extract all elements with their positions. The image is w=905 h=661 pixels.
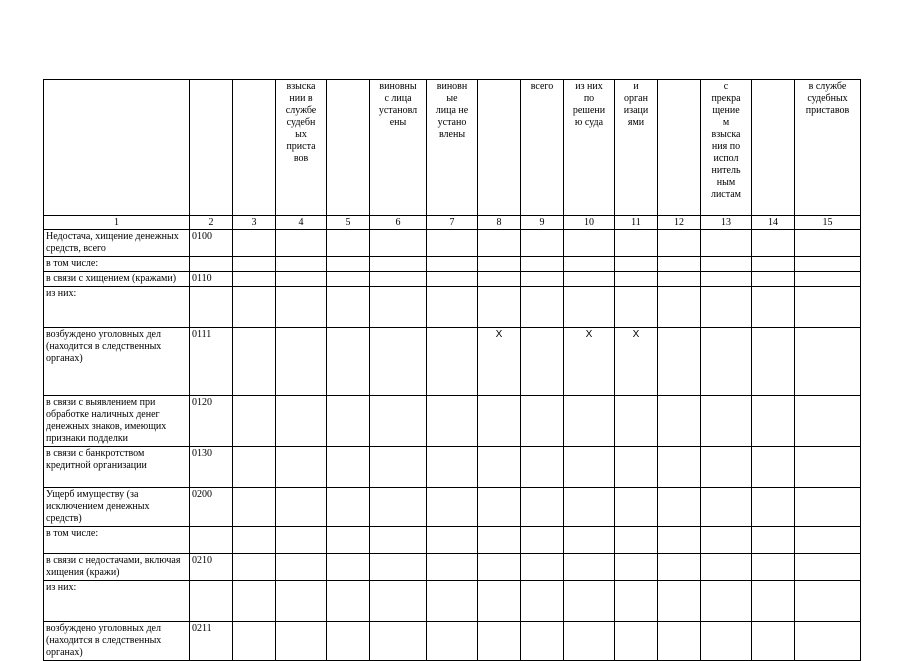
value-cell[interactable] [427, 581, 478, 622]
value-cell[interactable] [233, 287, 276, 328]
row-code: 0110 [190, 272, 233, 287]
column-header: виновны с лица установл ены [370, 80, 427, 216]
value-cell[interactable] [701, 272, 752, 287]
value-cell[interactable] [701, 287, 752, 328]
column-header [327, 80, 370, 216]
row-code [190, 527, 233, 554]
column-header [190, 80, 233, 216]
value-cell[interactable] [658, 447, 701, 488]
column-header [752, 80, 795, 216]
value-cell[interactable] [327, 488, 370, 527]
value-cell[interactable] [327, 527, 370, 554]
value-cell[interactable] [564, 527, 615, 554]
value-cell[interactable] [276, 272, 327, 287]
value-cell[interactable] [564, 488, 615, 527]
value-cell[interactable] [327, 230, 370, 257]
value-cell[interactable] [615, 488, 658, 527]
value-cell[interactable] [564, 272, 615, 287]
value-cell[interactable] [233, 488, 276, 527]
value-cell[interactable] [564, 287, 615, 328]
value-cell[interactable]: X [478, 328, 521, 396]
table-row [44, 287, 861, 328]
column-header [44, 80, 190, 216]
value-cell[interactable] [615, 272, 658, 287]
value-cell[interactable] [370, 622, 427, 661]
column-header: и орган изаци ями [615, 80, 658, 216]
column-number: 13 [701, 216, 752, 230]
column-number: 15 [795, 216, 861, 230]
value-cell[interactable] [427, 447, 478, 488]
value-cell[interactable] [276, 328, 327, 396]
value-cell[interactable] [427, 622, 478, 661]
value-cell[interactable] [752, 488, 795, 527]
value-cell[interactable] [478, 527, 521, 554]
value-cell[interactable] [521, 554, 564, 581]
value-cell[interactable] [427, 230, 478, 257]
value-cell[interactable] [276, 396, 327, 447]
value-cell[interactable] [521, 581, 564, 622]
value-cell[interactable]: X [564, 328, 615, 396]
value-cell[interactable] [521, 488, 564, 527]
value-cell[interactable] [795, 287, 861, 328]
value-cell[interactable] [233, 447, 276, 488]
value-cell[interactable] [478, 488, 521, 527]
row-label: в том числе: [44, 527, 190, 554]
value-cell[interactable] [701, 527, 752, 554]
value-cell[interactable] [276, 230, 327, 257]
column-header: всего [521, 80, 564, 216]
value-cell[interactable] [564, 257, 615, 272]
row-label: в связи с хищением (кражами) [44, 272, 190, 287]
column-header: виновн ые лица не устано влены [427, 80, 478, 216]
table-row [44, 581, 861, 622]
row-code: 0210 [190, 554, 233, 581]
row-code [190, 581, 233, 622]
value-cell[interactable] [564, 554, 615, 581]
value-cell[interactable] [752, 622, 795, 661]
value-cell[interactable] [658, 488, 701, 527]
value-cell[interactable] [427, 488, 478, 527]
value-cell[interactable] [658, 396, 701, 447]
column-number: 2 [190, 216, 233, 230]
row-code: 0130 [190, 447, 233, 488]
value-cell[interactable] [276, 622, 327, 661]
row-code [190, 257, 233, 272]
value-cell[interactable] [233, 622, 276, 661]
value-cell[interactable] [327, 272, 370, 287]
value-cell[interactable] [370, 230, 427, 257]
column-number: 14 [752, 216, 795, 230]
row-label: в связи с выявлением при обработке наличных денег денежных знаков, имеющих признаки подделки [44, 396, 190, 447]
value-cell[interactable] [752, 257, 795, 272]
value-cell[interactable] [615, 230, 658, 257]
value-cell[interactable] [478, 396, 521, 447]
value-cell[interactable] [327, 447, 370, 488]
value-cell[interactable] [701, 581, 752, 622]
value-cell[interactable] [327, 622, 370, 661]
row-code: 0211 [190, 622, 233, 661]
column-header [233, 80, 276, 216]
row-label: Недостача, хищение денежных средств, всего [44, 230, 190, 257]
value-cell[interactable] [615, 257, 658, 272]
value-cell[interactable] [233, 554, 276, 581]
value-cell[interactable] [427, 328, 478, 396]
row-code [190, 287, 233, 328]
value-cell[interactable] [752, 328, 795, 396]
row-label: Ущерб имуществу (за исключением денежных средств) [44, 488, 190, 527]
value-cell[interactable] [564, 396, 615, 447]
row-label: из них: [44, 581, 190, 622]
header-row [44, 80, 861, 216]
column-header: в службе судебных приставов [795, 80, 861, 216]
value-cell[interactable] [795, 447, 861, 488]
column-number: 12 [658, 216, 701, 230]
table-row [44, 554, 861, 581]
value-cell[interactable] [564, 581, 615, 622]
value-cell[interactable] [521, 622, 564, 661]
column-header [478, 80, 521, 216]
value-cell[interactable] [427, 396, 478, 447]
value-cell[interactable] [478, 230, 521, 257]
table-row [44, 257, 861, 272]
row-code: 0111 [190, 328, 233, 396]
value-cell[interactable] [701, 230, 752, 257]
value-cell[interactable] [370, 328, 427, 396]
value-cell[interactable] [478, 447, 521, 488]
value-cell[interactable] [752, 554, 795, 581]
value-cell[interactable] [701, 396, 752, 447]
value-cell[interactable] [564, 622, 615, 661]
value-cell[interactable] [370, 581, 427, 622]
value-cell[interactable] [701, 488, 752, 527]
row-label: в связи с недостачами, включая хищения (кражи) [44, 554, 190, 581]
row-code: 0120 [190, 396, 233, 447]
value-cell[interactable] [795, 488, 861, 527]
value-cell[interactable] [233, 230, 276, 257]
value-cell[interactable] [370, 527, 427, 554]
column-header: взыска нии в службе судебн ых приста вов [276, 80, 327, 216]
value-cell[interactable] [427, 287, 478, 328]
value-cell[interactable] [427, 272, 478, 287]
row-label: из них: [44, 287, 190, 328]
value-cell[interactable] [752, 447, 795, 488]
value-cell[interactable] [370, 272, 427, 287]
value-cell[interactable] [795, 527, 861, 554]
value-cell[interactable] [752, 527, 795, 554]
value-cell[interactable] [370, 488, 427, 527]
value-cell[interactable] [795, 257, 861, 272]
table-row [44, 396, 861, 447]
value-cell[interactable] [658, 581, 701, 622]
value-cell[interactable] [795, 622, 861, 661]
table-row [44, 272, 861, 287]
value-cell[interactable] [615, 447, 658, 488]
value-cell[interactable] [233, 272, 276, 287]
value-cell[interactable] [795, 328, 861, 396]
value-cell[interactable] [752, 230, 795, 257]
value-cell[interactable] [564, 447, 615, 488]
value-cell[interactable] [795, 581, 861, 622]
value-cell[interactable] [521, 257, 564, 272]
value-cell[interactable] [795, 272, 861, 287]
value-cell[interactable] [521, 328, 564, 396]
value-cell[interactable] [478, 581, 521, 622]
value-cell[interactable] [327, 257, 370, 272]
value-cell[interactable] [752, 581, 795, 622]
report-table [43, 79, 861, 661]
value-cell[interactable] [521, 230, 564, 257]
value-cell[interactable] [370, 554, 427, 581]
value-cell[interactable] [427, 527, 478, 554]
value-cell[interactable] [795, 230, 861, 257]
value-cell[interactable] [276, 554, 327, 581]
value-cell[interactable] [327, 396, 370, 447]
value-cell[interactable] [233, 257, 276, 272]
row-code: 0100 [190, 230, 233, 257]
column-number: 10 [564, 216, 615, 230]
row-label: в том числе: [44, 257, 190, 272]
value-cell[interactable] [233, 396, 276, 447]
value-cell[interactable] [701, 622, 752, 661]
column-number: 4 [276, 216, 327, 230]
table-row [44, 328, 861, 396]
value-cell[interactable] [615, 527, 658, 554]
value-cell[interactable] [521, 447, 564, 488]
value-cell[interactable] [478, 554, 521, 581]
table-row [44, 447, 861, 488]
value-cell[interactable] [276, 527, 327, 554]
value-cell[interactable] [478, 622, 521, 661]
value-cell[interactable] [615, 287, 658, 328]
table-row [44, 230, 861, 257]
value-cell[interactable] [658, 287, 701, 328]
value-cell[interactable] [658, 622, 701, 661]
value-cell[interactable] [615, 396, 658, 447]
table-row [44, 622, 861, 661]
table-row [44, 488, 861, 527]
value-cell[interactable] [701, 554, 752, 581]
value-cell[interactable] [370, 396, 427, 447]
value-cell[interactable] [521, 396, 564, 447]
value-cell[interactable] [658, 272, 701, 287]
value-cell[interactable] [701, 257, 752, 272]
column-number: 7 [427, 216, 478, 230]
row-code: 0200 [190, 488, 233, 527]
column-numbers-row [44, 216, 861, 230]
value-cell[interactable] [752, 287, 795, 328]
value-cell[interactable] [658, 328, 701, 396]
value-cell[interactable] [276, 488, 327, 527]
value-cell[interactable] [795, 554, 861, 581]
value-cell[interactable] [521, 287, 564, 328]
column-header: с прекра щение м взыска ния по испол нитель ным листам [701, 80, 752, 216]
value-cell[interactable] [327, 554, 370, 581]
value-cell[interactable] [276, 257, 327, 272]
value-cell[interactable] [478, 272, 521, 287]
value-cell[interactable] [752, 396, 795, 447]
value-cell[interactable] [427, 257, 478, 272]
column-number: 1 [44, 216, 190, 230]
value-cell[interactable] [233, 581, 276, 622]
value-cell[interactable] [615, 622, 658, 661]
value-cell[interactable] [658, 554, 701, 581]
column-header [658, 80, 701, 216]
table-row [44, 527, 861, 554]
value-cell[interactable] [327, 287, 370, 328]
value-cell[interactable] [658, 527, 701, 554]
value-cell[interactable] [233, 328, 276, 396]
row-label: в связи с банкротством кредитной организации [44, 447, 190, 488]
value-cell[interactable] [478, 257, 521, 272]
column-header: из них по решени ю суда [564, 80, 615, 216]
column-number: 5 [327, 216, 370, 230]
value-cell[interactable] [327, 581, 370, 622]
value-cell[interactable] [521, 272, 564, 287]
value-cell[interactable] [276, 287, 327, 328]
value-cell[interactable] [521, 527, 564, 554]
row-label: возбуждено уголовных дел (находится в следственных органах) [44, 328, 190, 396]
column-number: 9 [521, 216, 564, 230]
value-cell[interactable] [327, 328, 370, 396]
value-cell[interactable] [658, 230, 701, 257]
value-cell[interactable]: X [615, 328, 658, 396]
column-number: 8 [478, 216, 521, 230]
value-cell[interactable] [370, 257, 427, 272]
value-cell[interactable] [701, 328, 752, 396]
value-cell[interactable] [615, 581, 658, 622]
value-cell[interactable] [795, 396, 861, 447]
value-cell[interactable] [615, 554, 658, 581]
value-cell[interactable] [233, 527, 276, 554]
value-cell[interactable] [370, 287, 427, 328]
value-cell[interactable] [752, 272, 795, 287]
value-cell[interactable] [276, 581, 327, 622]
value-cell[interactable] [427, 554, 478, 581]
value-cell[interactable] [658, 257, 701, 272]
column-number: 3 [233, 216, 276, 230]
value-cell[interactable] [370, 447, 427, 488]
value-cell[interactable] [564, 230, 615, 257]
value-cell[interactable] [478, 287, 521, 328]
column-number: 6 [370, 216, 427, 230]
column-number: 11 [615, 216, 658, 230]
value-cell[interactable] [276, 447, 327, 488]
row-label: возбуждено уголовных дел (находится в следственных органах) [44, 622, 190, 661]
value-cell[interactable] [701, 447, 752, 488]
